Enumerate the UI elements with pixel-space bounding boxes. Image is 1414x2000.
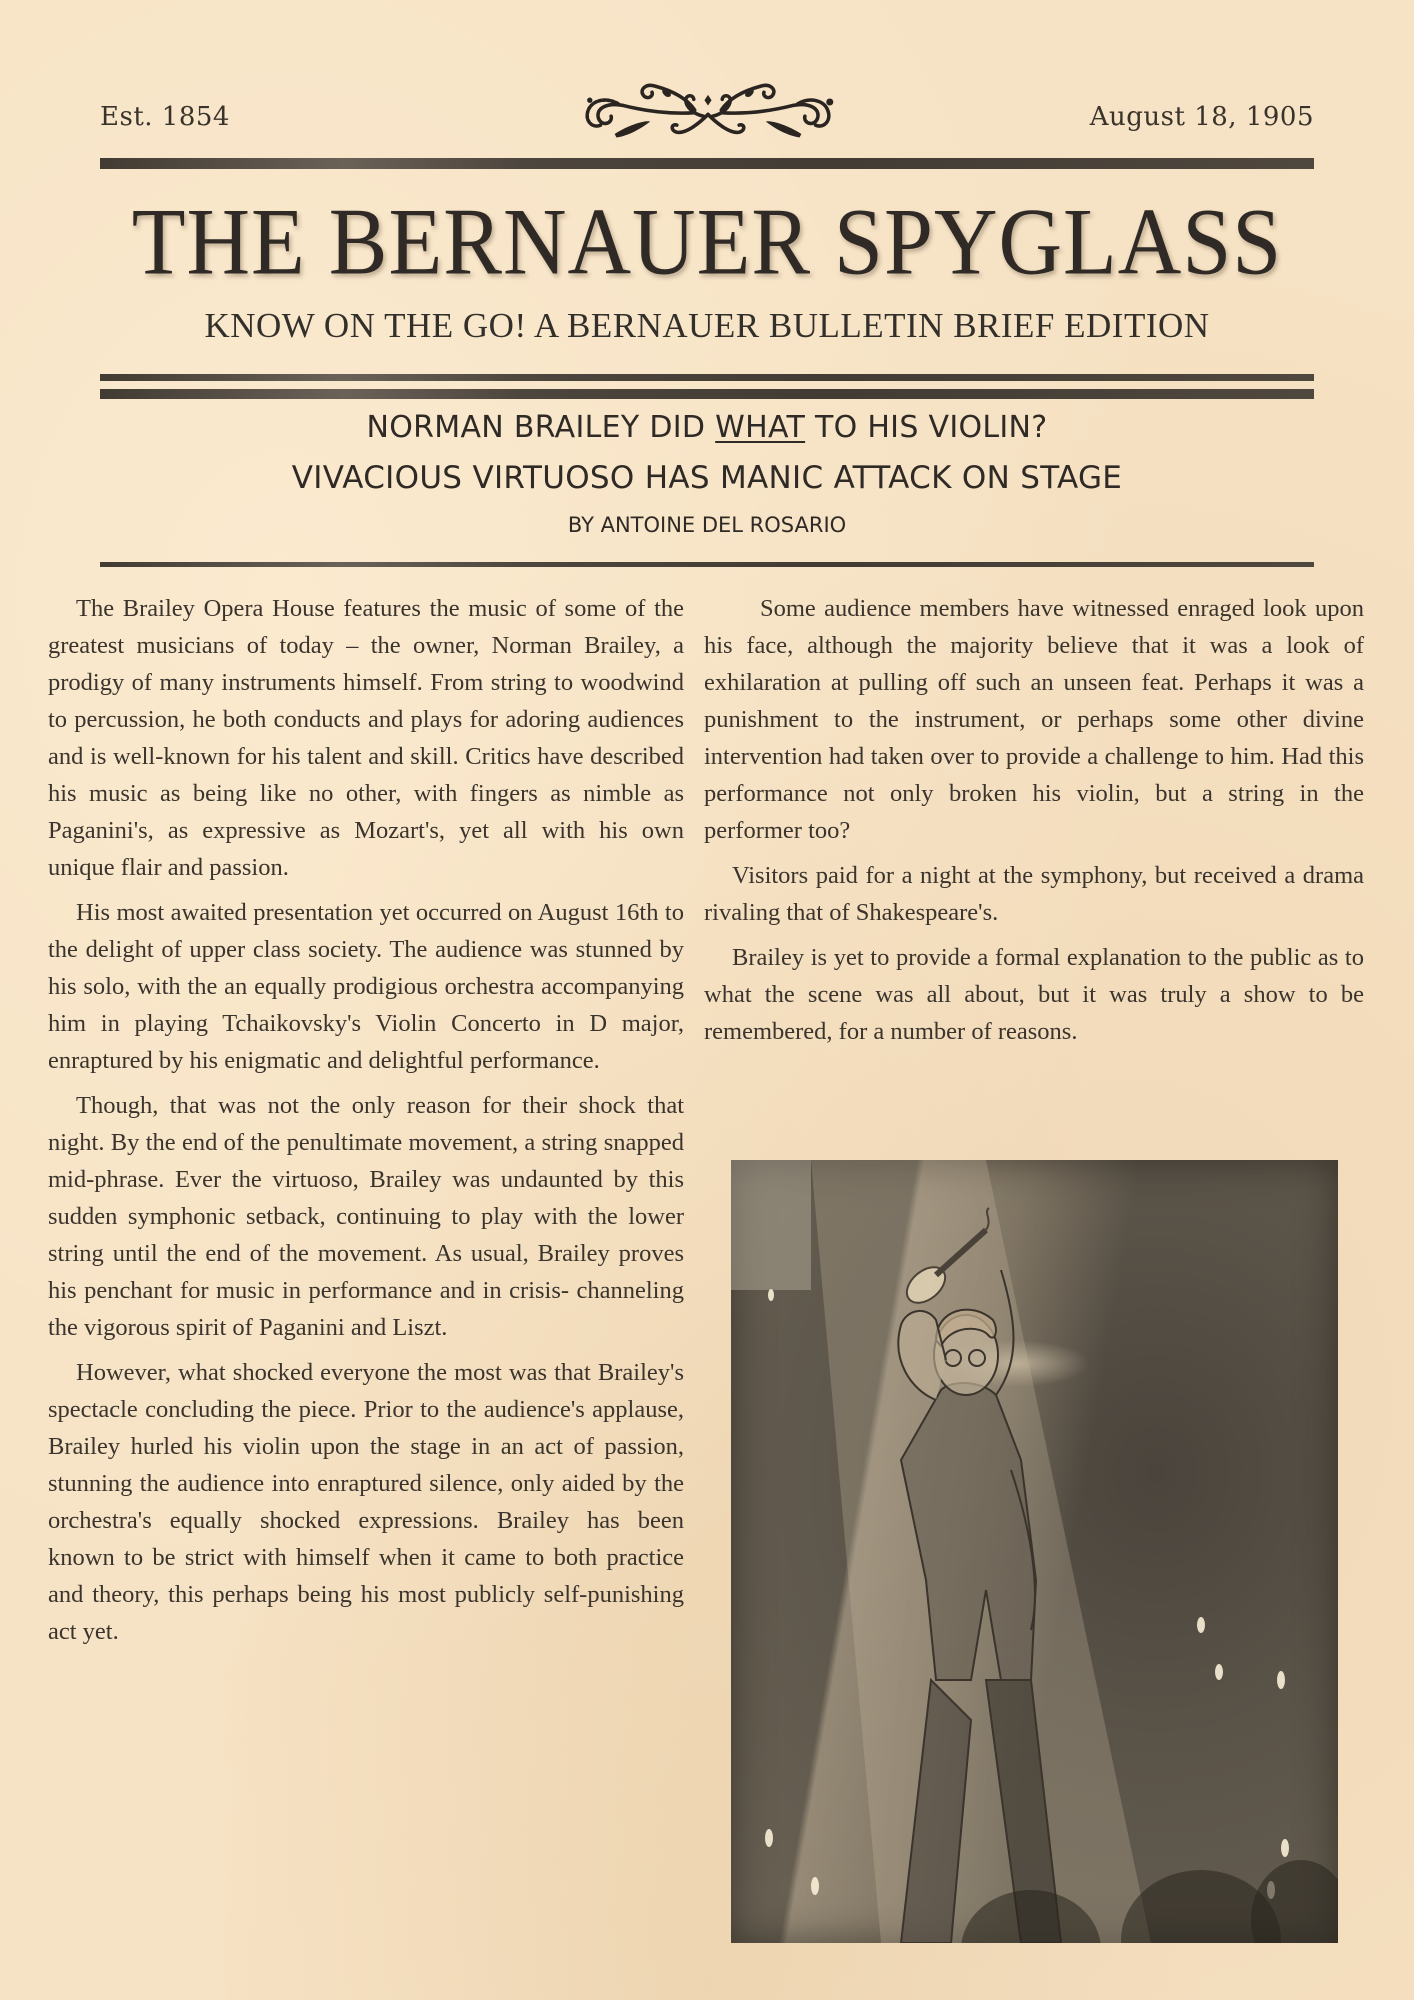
headline-emphasis: WHAT xyxy=(715,410,806,445)
flourish-ornament-icon xyxy=(543,70,873,150)
masthead-rule-double-upper xyxy=(100,374,1314,381)
headline-part-2: TO HIS VIOLIN? xyxy=(805,410,1048,445)
violinist-illustration xyxy=(731,1160,1338,1943)
paragraph: Though, that was not the only reason for their shock that night. By the end of the penultimate movement, a string snapped mid-phrase. Ever the virtuoso, Brailey was undaunted by this sudden symphonic setback, continuing to play with the lower string until the end of the movement. As usual, Brailey proves his penchant for music in performance and in crisis- channeling the vigorous spirit of Paganini and Liszt. xyxy=(48,1092,684,1341)
masthead-rule-top xyxy=(100,158,1314,169)
headline-rule xyxy=(100,562,1314,567)
light-texture xyxy=(731,1160,811,1290)
article-illustration xyxy=(731,1160,1338,1943)
edition-tagline: KNOW ON THE GO! A BERNAUER BULLETIN BRIEF EDITION xyxy=(204,306,1210,345)
paragraph: His most awaited presentation yet occurred on August 16th to the delight of upper class society. The audience was stunned by his solo, with the an equally prodigious orchestra accompanying him in playing Tchaikovsky's Violin Concerto in D major, enraptured by his enigmatic and delightful performance. xyxy=(48,899,684,1074)
masthead-top-row xyxy=(100,80,1314,160)
article-byline: BY ANTOINE DEL ROSARIO xyxy=(567,513,847,537)
headline-part-1: NORMAN BRAILEY DID xyxy=(366,410,716,445)
paragraph: Some audience members have witnessed enraged look upon his face, although the majority believe that it was a look of exhilaration at pulling off such an unseen feat. Perhaps it was a punishment to the instrument, or perhaps some other divine intervention had taken over to provide a challenge to him. Had this performance not only broken his violin, but a string in the performer too? xyxy=(704,595,1364,844)
newspaper-title: THE BERNAUER SPYGLASS xyxy=(131,190,1283,295)
paragraph: Brailey is yet to provide a formal explanation to the public as to what the scene was all about, but it was truly a show to be remembered, for a number of reasons. xyxy=(704,944,1364,1045)
masthead-rule-double-lower xyxy=(100,389,1314,399)
article-subheadline: VIVACIOUS VIRTUOSO HAS MANIC ATTACK ON STAGE xyxy=(291,460,1123,496)
paragraph: The Brailey Opera House features the music of some of the greatest musicians of today – the owner, Norman Brailey, a prodigy of many instruments himself. From string to woodwind to percussion, he both conducts and plays for adoring audiences and is well-known for his talent and skill. Critics have described his music as being like no other, with fingers as nimble as Paganini's, as expressive as Mozart's, yet all with his own unique flair and passion. xyxy=(48,595,684,881)
article-column-left xyxy=(48,590,684,1658)
article-headline xyxy=(0,410,1414,445)
article-column-right xyxy=(704,590,1364,1058)
established-year: Est. 1854 xyxy=(100,102,230,132)
paragraph: However, what shocked everyone the most was that Brailey's spectacle concluding the piece. Prior to the audience's applause, Brailey hurled his violin upon the stage in an act of passion, stunning the audience into enraptured silence, only aided by the orchestra's equally shocked expressions. Brailey has been known to be strict with himself when it came to both practice and theory, this perhaps being his most publicly self-punishing act yet. xyxy=(48,1359,684,1645)
issue-date: August 18, 1905 xyxy=(1089,102,1314,132)
paragraph: Visitors paid for a night at the symphony, but received a drama rivaling that of Shakespeare's. xyxy=(704,862,1364,926)
